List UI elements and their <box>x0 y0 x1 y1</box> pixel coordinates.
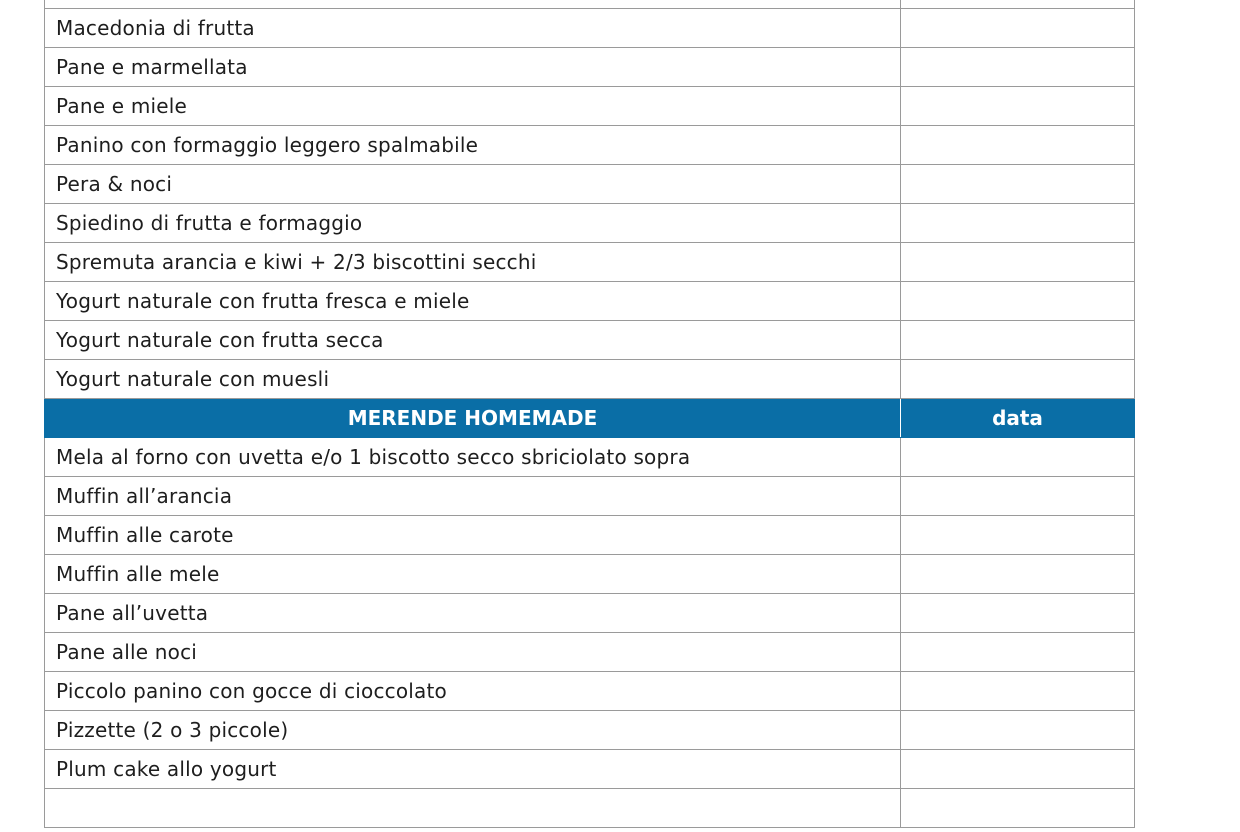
snack-name: Pane e marmellata <box>45 48 901 87</box>
date-cell[interactable] <box>901 672 1135 711</box>
snack-name: Yogurt naturale con muesli <box>45 360 901 399</box>
table-row <box>45 126 1135 165</box>
snack-name: Yogurt naturale con frutta secca <box>45 321 901 360</box>
snack-name: Pizzette (2 o 3 piccole) <box>45 711 901 750</box>
table-row <box>45 672 1135 711</box>
date-cell[interactable] <box>901 87 1135 126</box>
table-row <box>45 594 1135 633</box>
snack-name <box>45 0 901 9</box>
table-row <box>45 438 1135 477</box>
table-row <box>45 789 1135 828</box>
snack-name: Pane e miele <box>45 87 901 126</box>
date-cell[interactable] <box>901 48 1135 87</box>
table-row <box>45 555 1135 594</box>
table-row <box>45 48 1135 87</box>
table-row <box>45 633 1135 672</box>
section-title: MERENDE HOMEMADE <box>45 399 901 438</box>
table-row <box>45 360 1135 399</box>
table-row <box>45 750 1135 789</box>
table-row <box>45 165 1135 204</box>
snack-name: Panino con formaggio leggero spalmabile <box>45 126 901 165</box>
snack-checklist <box>44 0 1134 828</box>
snack-table <box>44 0 1135 828</box>
date-cell[interactable] <box>901 282 1135 321</box>
snack-name: Pera & noci <box>45 165 901 204</box>
date-cell[interactable] <box>901 711 1135 750</box>
table-row <box>45 87 1135 126</box>
date-cell[interactable] <box>901 165 1135 204</box>
date-cell[interactable] <box>901 516 1135 555</box>
date-cell[interactable] <box>901 0 1135 9</box>
date-cell[interactable] <box>901 789 1135 828</box>
date-cell[interactable] <box>901 9 1135 48</box>
section-header <box>45 399 1135 438</box>
table-row <box>45 321 1135 360</box>
table-row <box>45 477 1135 516</box>
table-row <box>45 516 1135 555</box>
date-cell[interactable] <box>901 360 1135 399</box>
date-cell[interactable] <box>901 321 1135 360</box>
table-row <box>45 282 1135 321</box>
date-cell[interactable] <box>901 633 1135 672</box>
date-cell[interactable] <box>901 555 1135 594</box>
snack-name: Yogurt naturale con frutta fresca e miele <box>45 282 901 321</box>
table-row <box>45 204 1135 243</box>
snack-name: Mela al forno con uvetta e/o 1 biscotto secco sbriciolato sopra <box>45 438 901 477</box>
snack-name <box>45 789 901 828</box>
date-cell[interactable] <box>901 204 1135 243</box>
snack-name: Spiedino di frutta e formaggio <box>45 204 901 243</box>
date-cell[interactable] <box>901 438 1135 477</box>
date-cell[interactable] <box>901 126 1135 165</box>
snack-name: Piccolo panino con gocce di cioccolato <box>45 672 901 711</box>
snack-name: Pane all’uvetta <box>45 594 901 633</box>
date-cell[interactable] <box>901 477 1135 516</box>
date-column-header: data <box>901 399 1135 438</box>
snack-name: Pane alle noci <box>45 633 901 672</box>
snack-name: Macedonia di frutta <box>45 9 901 48</box>
snack-name: Spremuta arancia e kiwi + 2/3 biscottini secchi <box>45 243 901 282</box>
date-cell[interactable] <box>901 750 1135 789</box>
date-cell[interactable] <box>901 243 1135 282</box>
snack-name: Muffin alle mele <box>45 555 901 594</box>
table-row <box>45 9 1135 48</box>
table-row <box>45 0 1135 9</box>
snack-name: Muffin all’arancia <box>45 477 901 516</box>
date-cell[interactable] <box>901 594 1135 633</box>
snack-name: Plum cake allo yogurt <box>45 750 901 789</box>
table-row <box>45 711 1135 750</box>
snack-name: Muffin alle carote <box>45 516 901 555</box>
table-row <box>45 243 1135 282</box>
